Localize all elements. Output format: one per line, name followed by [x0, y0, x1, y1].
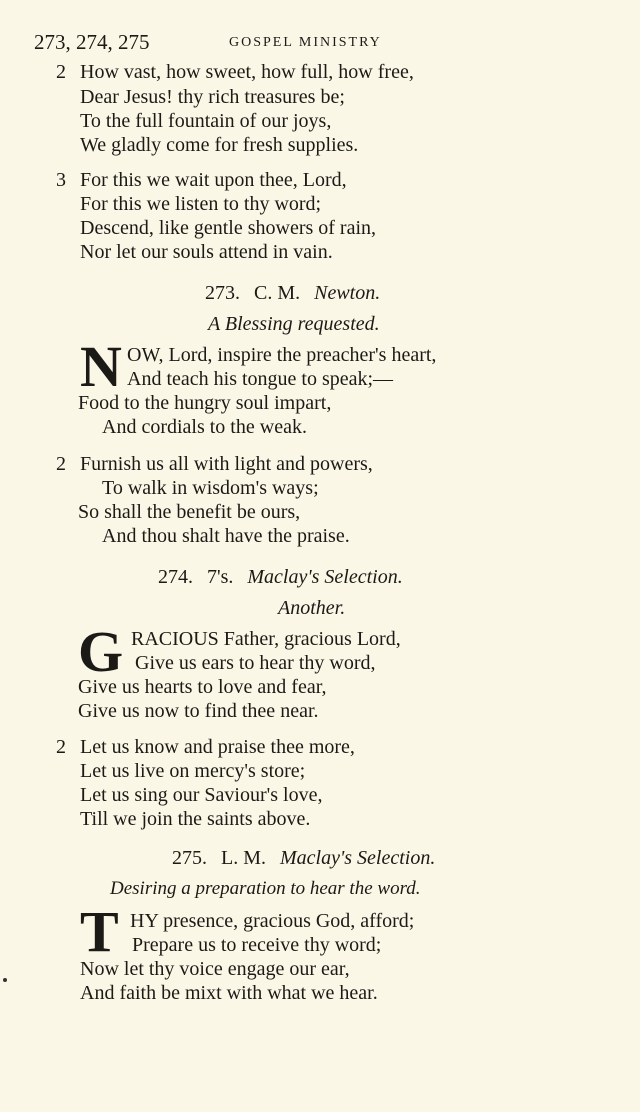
hymn-subtitle: Desiring a preparation to hear the word.: [110, 878, 421, 899]
verse-line: To walk in wisdom's ways;: [102, 477, 319, 499]
verse-number: 2: [56, 736, 66, 758]
hymn-number: 274.: [158, 566, 193, 588]
verse-line: Till we join the saints above.: [80, 808, 311, 830]
verse-line: And thou shalt have the praise.: [102, 525, 350, 547]
verse-line: We gladly come for fresh supplies.: [80, 134, 359, 156]
hymn-subtitle: A Blessing requested.: [208, 313, 380, 335]
verse-number: 2: [56, 453, 66, 475]
hymn-tune: Newton.: [314, 282, 381, 304]
verse-line: Dear Jesus! thy rich treasures be;: [80, 86, 345, 108]
hymn-numbers: 273, 274, 275: [34, 30, 150, 54]
hymn-subtitle: Another.: [278, 597, 346, 619]
verse-line: For this we listen to thy word;: [80, 193, 322, 215]
verse-line: Now let thy voice engage our ear,: [80, 958, 350, 980]
drop-cap: G: [78, 619, 124, 684]
verse-line: Prepare us to receive thy word;: [132, 934, 382, 956]
verse-number: 2: [56, 61, 66, 83]
page-header: [34, 30, 594, 56]
verse-line: Furnish us all with light and powers,: [80, 453, 373, 475]
hymn-number: 273.: [205, 282, 240, 304]
hymn-meter: C. M.: [254, 282, 301, 304]
verse-line: Let us sing our Saviour's love,: [80, 784, 323, 806]
verse-number: 3: [56, 169, 66, 191]
verse-line: HY presence, gracious God, afford;: [130, 910, 415, 932]
verse-line: Let us know and praise thee more,: [80, 736, 355, 758]
verse-line: And faith be mixt with what we hear.: [80, 982, 378, 1004]
verse-line: OW, Lord, inspire the preacher's heart,: [127, 344, 437, 366]
verse-line: Give us now to find thee near.: [78, 700, 319, 722]
hymn-heading: [158, 566, 403, 589]
verse-line: So shall the benefit be ours,: [78, 501, 301, 523]
verse-line: RACIOUS Father, gracious Lord,: [131, 628, 401, 650]
verse-line: Food to the hungry soul impart,: [78, 392, 332, 414]
verse-line: Give us ears to hear thy word,: [135, 652, 376, 674]
verse-line: Nor let our souls attend in vain.: [80, 241, 333, 263]
drop-cap: N: [80, 334, 122, 399]
drop-cap: T: [80, 899, 119, 964]
verse-line: How vast, how sweet, how full, how free,: [80, 61, 414, 83]
hymn-number: 275.: [172, 847, 207, 869]
hymn-tune: Maclay's Selection.: [280, 847, 436, 869]
verse-line: Let us live on mercy's store;: [80, 760, 306, 782]
hymn-meter: L. M.: [221, 847, 266, 869]
hymn-heading: [205, 282, 380, 305]
verse-line: To the full fountain of our joys,: [80, 110, 332, 132]
ink-speck: [3, 978, 7, 982]
verse-line: And cordials to the weak.: [102, 416, 307, 438]
verse-line: Give us hearts to love and fear,: [78, 676, 327, 698]
running-title: GOSPEL MINISTRY: [229, 35, 382, 50]
hymn-tune: Maclay's Selection.: [247, 566, 403, 588]
hymn-heading: [172, 847, 435, 870]
verse-line: And teach his tongue to speak;—: [127, 368, 394, 390]
verse-line: For this we wait upon thee, Lord,: [80, 169, 347, 191]
verse-line: Descend, like gentle showers of rain,: [80, 217, 377, 239]
hymn-meter: 7's.: [207, 566, 234, 588]
